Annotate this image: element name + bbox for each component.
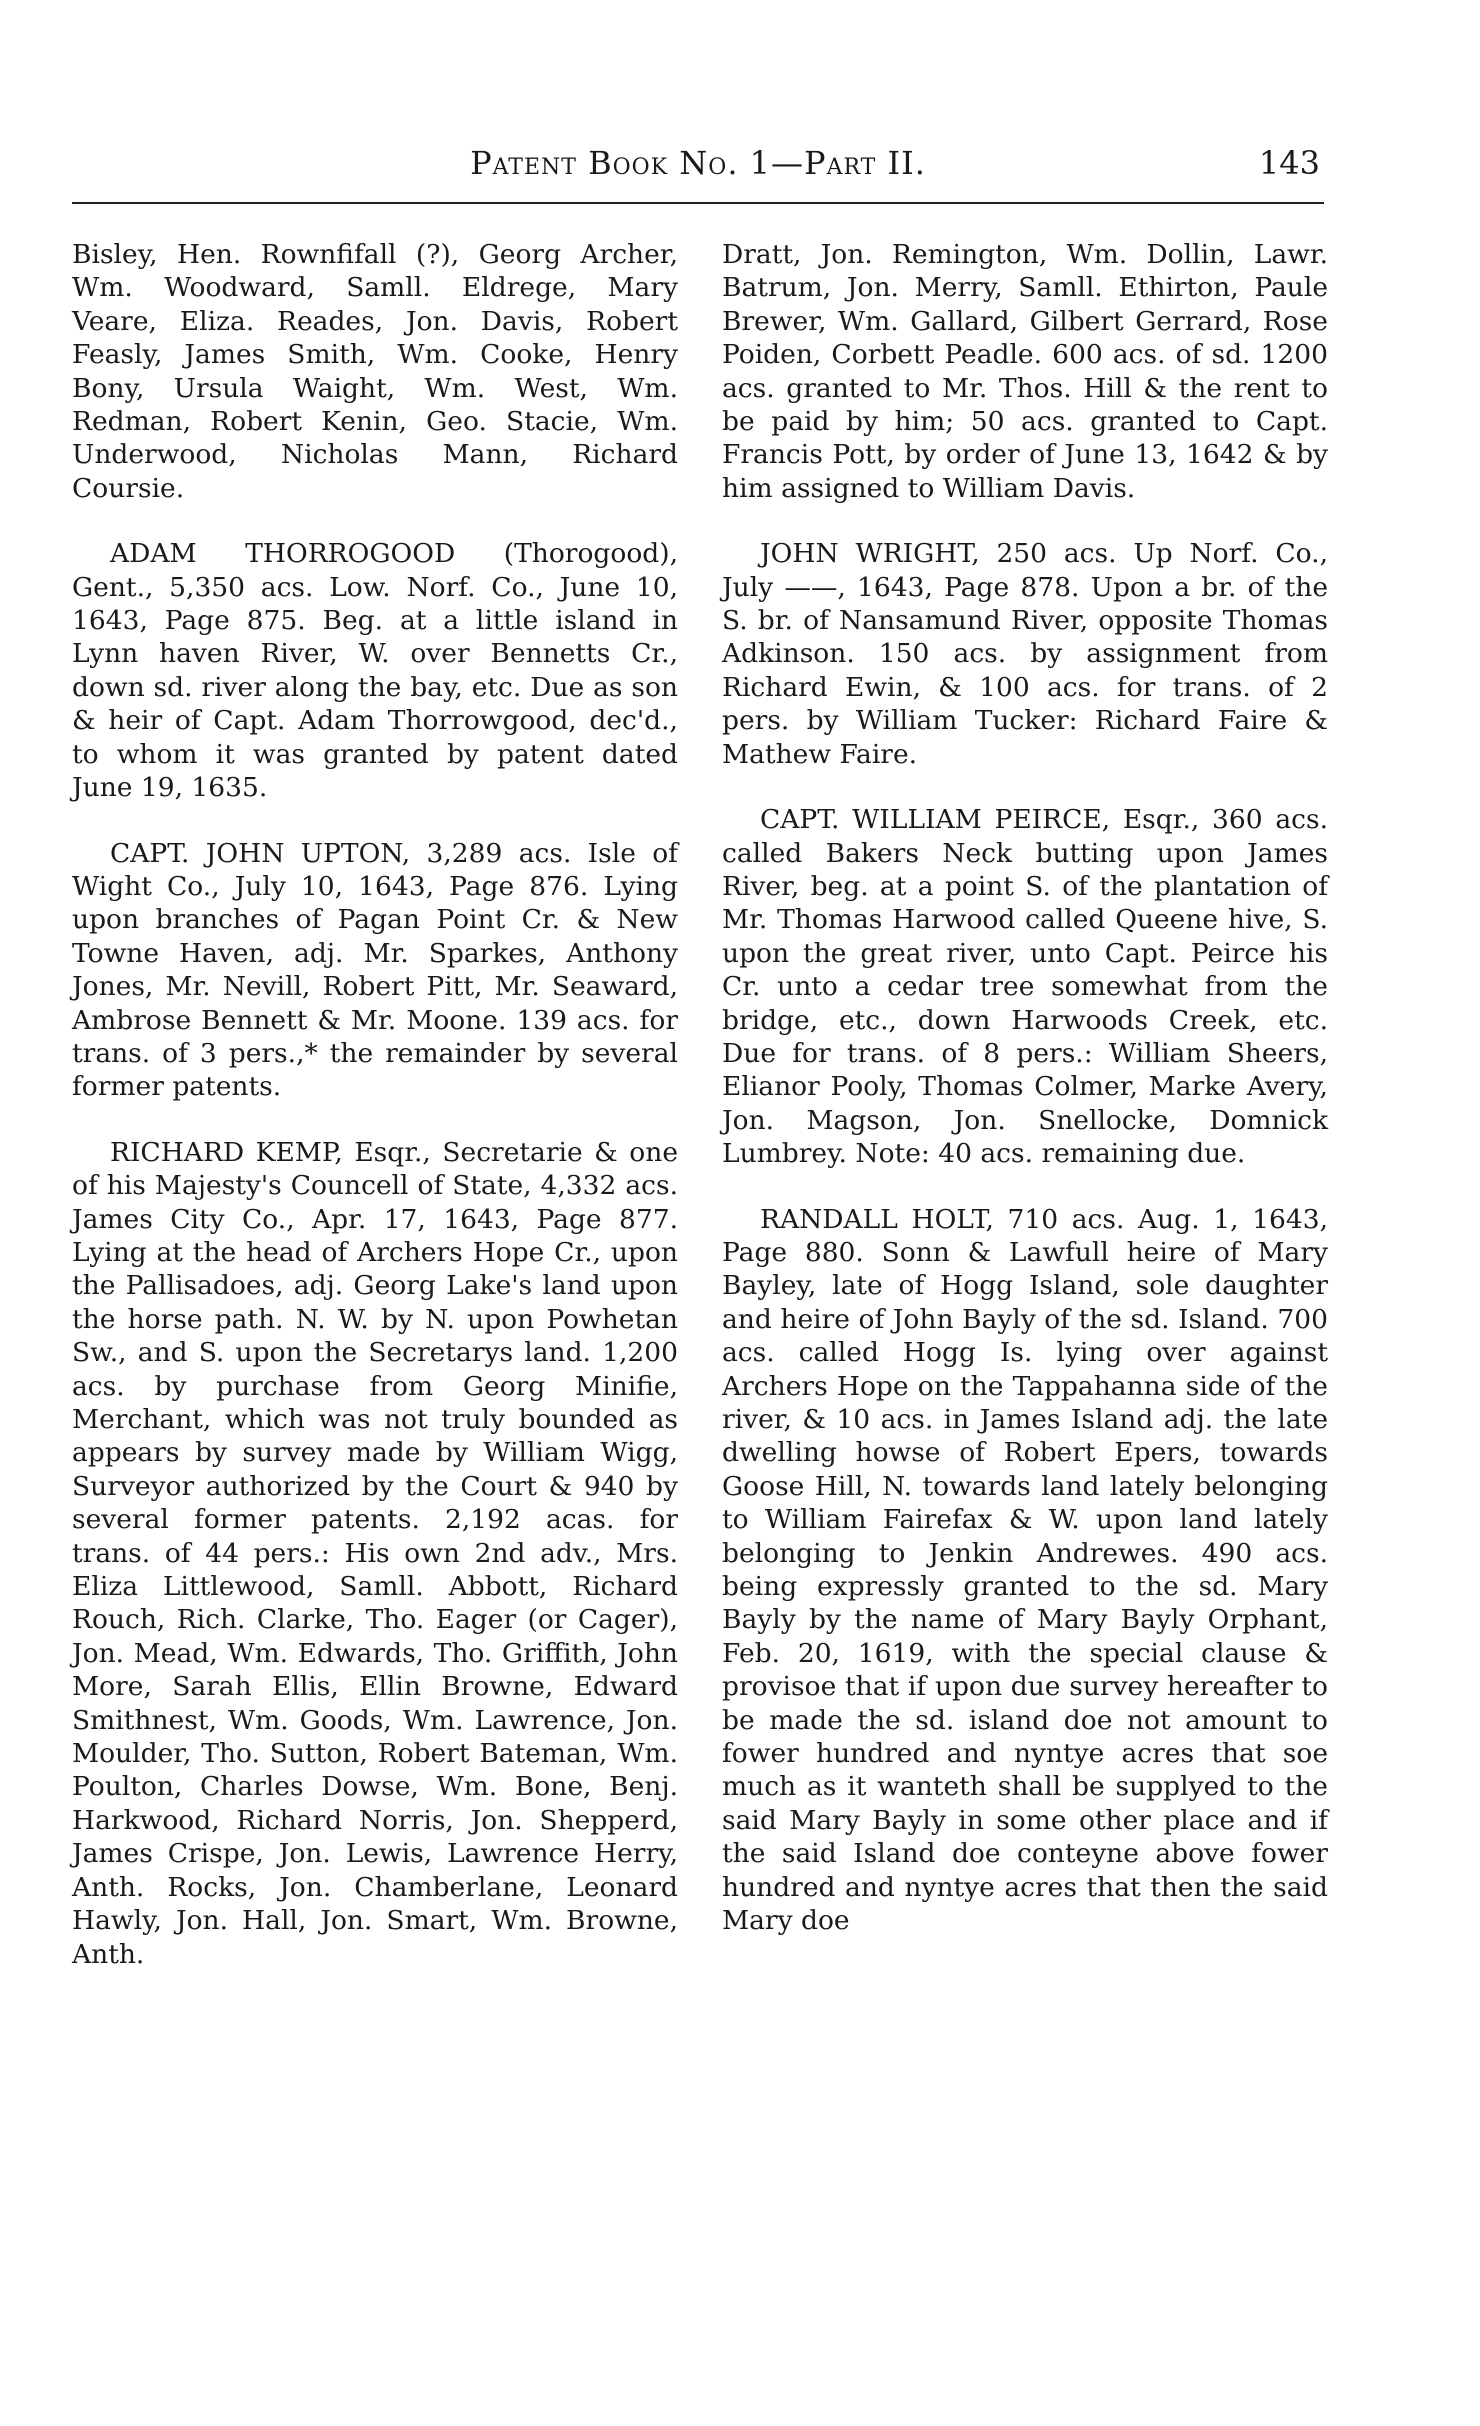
left-column: [72, 238, 678, 2003]
patent-entry-continued: Bisley, Hen. Rownfifall (?), Georg Archer, Wm. Woodward, Samll. Eldrege, Mary Veare, Eliza. Reades, Jon. Davis, Robert Feasly, James Smith, Wm. Cooke, Henry Bony, Ursula Waight, Wm. West, Wm. Redman, Robert Kenin, Geo. Stacie, Wm. Underwood, Nicholas Mann, Richard Coursie.: [72, 239, 678, 504]
patent-entry-john-wright: JOHN WRIGHT, 250 acs. Up Norf. Co., July ——, 1643, Page 878. Upon a br. of the S. br. of Nansamund River, opposite Thomas Adkinson. 150 acs. by assignment from Richard Ewin, & 100 acs. for trans. of 2 pers. by William Tucker: Richard Faire & Mathew Faire.: [722, 538, 1328, 770]
patent-entry-john-upton: CAPT. JOHN UPTON, 3,289 acs. Isle of Wight Co., July 10, 1643, Page 876. Lying upon branches of Pagan Point Cr. & New Towne Haven, adj. Mr. Sparkes, Anthony Jones, Mr. Nevill, Robert Pitt, Mr. Seaward, Ambrose Bennett & Mr. Moone. 139 acs. for trans. of 3 pers.,* the remainder by several former patents.: [72, 837, 678, 1103]
patent-entry-richard-kemp: RICHARD KEMP, Esqr., Secretarie & one of his Majesty's Councell of State, 4,332 acs. James City Co., Apr. 17, 1643, Page 877. Lying at the head of Archers Hope Cr., upon the Pallisadoes, adj. Georg Lake's land upon the horse path. N. W. by N. upon Powhetan Sw., and S. upon the Secretarys land. 1,200 acs. by purchase from Georg Minifie, Merchant, which was not truly bounded as appears by survey made by William Wigg, Surveyor authorized by the Court & 940 by several former patents. 2,192 acas. for trans. of 44 pers.: His own 2nd adv., Mrs. Eliza Littlewood, Samll. Abbott, Richard Rouch, Rich. Clarke, Tho. Eager (or Cager), Jon. Mead, Wm. Edwards, Tho. Griffith, John More, Sarah Ellis, Ellin Browne, Edward Smithnest, Wm. Goods, Wm. Lawrence, Jon. Moulder, Tho. Sutton, Robert Bateman, Wm. Poulton, Charles Dowse, Wm. Bone, Benj. Harkwood, Richard Norris, Jon. Shepperd, James Crispe, Jon. Lewis, Lawrence Herry, Anth. Rocks, Jon. Chamberlane, Leonard Hawly, Jon. Hall, Jon. Smart, Wm. Browne, Anth.: [72, 1136, 678, 1970]
page-header: [72, 138, 1324, 204]
page-number: 143: [1258, 144, 1320, 182]
patent-entry-randall-holt: RANDALL HOLT, 710 acs. Aug. 1, 1643, Page 880. Sonn & Lawfull heire of Mary Bayley, late of Hogg Island, sole daughter and heire of John Bayly of the sd. Island. 700 acs. called Hogg Is. lying over against Archers Hope on the Tappahanna side of the river, & 10 acs. in James Island adj. the late dwelling howse of Robert Epers, towards Goose Hill, N. towards land lately belonging to William Fairefax & W. upon land lately belonging to Jenkin Andrewes. 490 acs. being expressly granted to the sd. Mary Bayly by the name of Mary Bayly Orphant, Feb. 20, 1619, with the special clause & provisoe that if upon due survey hereafter to be made the sd. island doe not amount to fower hundred and nyntye acres that soe much as it wanteth shall be supplyed to the said Mary Bayly in some other place and if the said Island doe conteyne above fower hundred and nyntye acres that then the said Mary doe: [722, 1203, 1328, 1937]
running-head: Patent Book No. 1—Part II.: [470, 144, 926, 182]
patent-entry-adam-thorrogood: ADAM THORROGOOD (Thorogood), Gent., 5,350 acs. Low. Norf. Co., June 10, 1643, Page 875. Beg. at a little island in Lynn haven River, W. over Bennetts Cr., down sd. river along the bay, etc. Due as son & heir of Capt. Adam Thorrowgood, dec'd., to whom it was granted by patent dated June 19, 1635.: [72, 538, 678, 804]
patent-entry-william-peirce: CAPT. WILLIAM PEIRCE, Esqr., 360 acs. called Bakers Neck butting upon James River, beg. at a point S. of the plantation of Mr. Thomas Harwood called Queene hive, S. upon the great river, unto Capt. Peirce his Cr. unto a cedar tree somewhat from the bridge, etc., down Harwoods Creek, etc. Due for trans. of 8 pers.: William Sheers, Elianor Pooly, Thomas Colmer, Marke Avery, Jon. Magson, Jon. Snellocke, Domnick Lumbrey. Note: 40 acs. remaining due.: [722, 804, 1328, 1170]
right-column: [722, 238, 1328, 1970]
patent-entry-continued: Dratt, Jon. Remington, Wm. Dollin, Lawr. Batrum, Jon. Merry, Samll. Ethirton, Paule Brewer, Wm. Gallard, Gilbert Gerrard, Rose Poiden, Corbett Peadle. 600 acs. of sd. 1200 acs. granted to Mr. Thos. Hill & the rent to be paid by him; 50 acs. granted to Capt. Francis Pott, by order of June 13, 1642 & by him assigned to William Davis.: [722, 239, 1328, 504]
